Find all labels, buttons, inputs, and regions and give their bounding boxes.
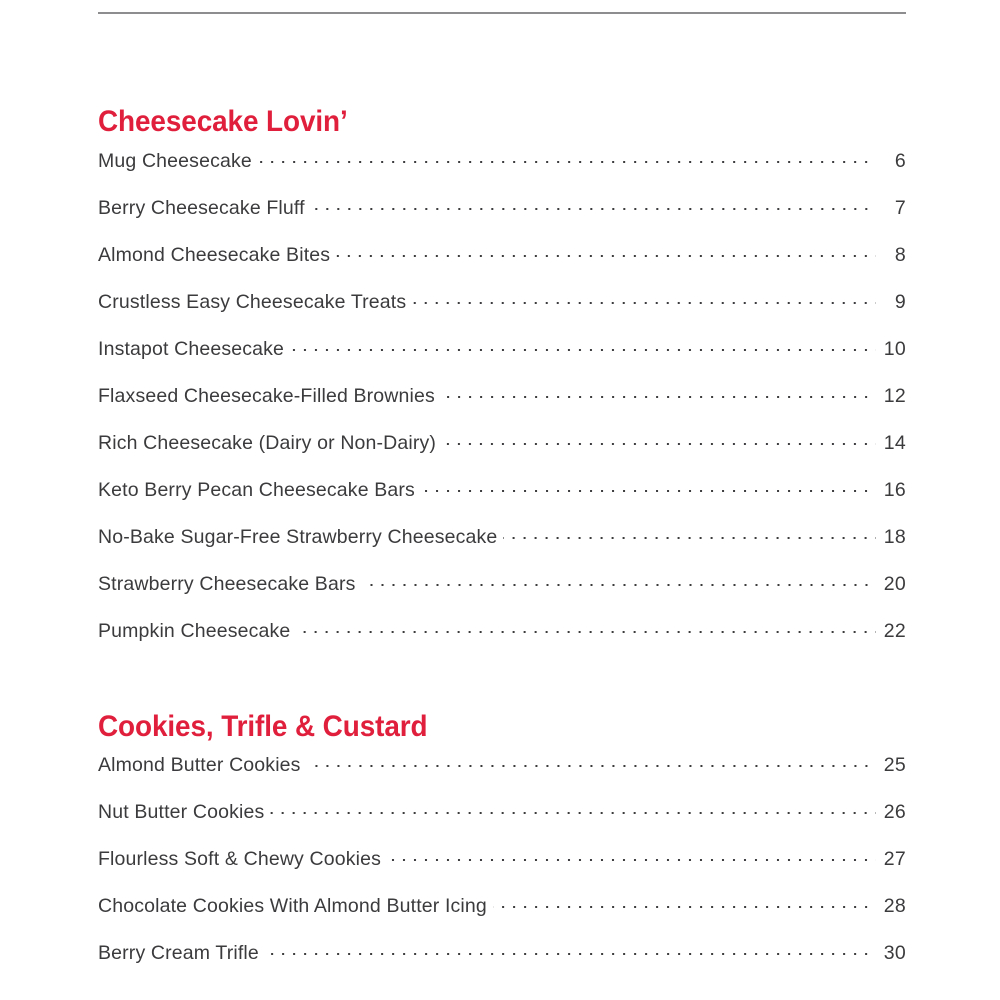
- toc-entry-title: Berry Cheesecake Fluff: [98, 196, 305, 219]
- toc-entry-title: Keto Berry Pecan Cheesecake Bars: [98, 478, 415, 501]
- toc-entry[interactable]: [98, 570, 906, 617]
- dot-leader: [387, 845, 876, 865]
- toc-entry-title: Berry Cream Trifle: [98, 941, 259, 964]
- toc-entry-page: 22: [883, 619, 906, 642]
- toc-entry-title: Crustless Easy Cheesecake Treats: [98, 290, 407, 313]
- dot-leader: [258, 147, 876, 167]
- section-heading-cheesecake-lovin: Cheesecake Lovin’: [98, 104, 348, 138]
- toc-entry-page: 25: [883, 753, 906, 776]
- toc-entry-page: 9: [894, 290, 906, 313]
- toc-entry[interactable]: [98, 751, 906, 798]
- header-divider: [98, 12, 906, 14]
- toc-entry-page: 27: [883, 847, 906, 870]
- toc-entry-title: Strawberry Cheesecake Bars: [98, 572, 356, 595]
- toc-entry-title: Almond Butter Cookies: [98, 753, 301, 776]
- toc-entry-page: 28: [883, 894, 906, 917]
- dot-leader: [270, 798, 876, 818]
- toc-entry[interactable]: [98, 617, 906, 664]
- toc-entry[interactable]: [98, 288, 906, 335]
- dot-leader: [493, 892, 876, 912]
- toc-entry-page: 18: [883, 525, 906, 548]
- toc-entry[interactable]: [98, 429, 906, 476]
- toc-entry[interactable]: [98, 798, 906, 845]
- toc-entry[interactable]: [98, 382, 906, 429]
- section-heading-cookies-trifle-custard: Cookies, Trifle & Custard: [98, 709, 428, 743]
- toc-entry[interactable]: [98, 241, 906, 288]
- toc-entry[interactable]: [98, 523, 906, 570]
- toc-entry-page: 26: [883, 800, 906, 823]
- dot-leader: [336, 241, 876, 261]
- toc-entry-title: No-Bake Sugar-Free Strawberry Cheesecake: [98, 525, 498, 548]
- toc-entry-title: Almond Cheesecake Bites: [98, 243, 331, 266]
- toc-entry-page: 16: [883, 478, 906, 501]
- section-list-cookies-trifle-custard: [98, 751, 906, 986]
- dot-leader: [290, 335, 876, 355]
- dot-leader: [362, 570, 876, 590]
- toc-entry-page: 20: [883, 572, 906, 595]
- toc-entry-page: 10: [883, 337, 906, 360]
- dot-leader: [441, 382, 876, 402]
- toc-entry-title: Chocolate Cookies With Almond Butter Icing: [98, 894, 487, 917]
- toc-entry[interactable]: [98, 194, 906, 241]
- dot-leader: [412, 288, 876, 308]
- dot-leader: [265, 939, 876, 959]
- toc-entry-page: 12: [883, 384, 906, 407]
- toc-entry[interactable]: [98, 476, 906, 523]
- toc-entry-title: Rich Cheesecake (Dairy or Non-Dairy): [98, 431, 437, 454]
- toc-entry-title: Flaxseed Cheesecake-Filled Brownies: [98, 384, 435, 407]
- toc-entry-page: 14: [883, 431, 906, 454]
- toc-entry[interactable]: [98, 939, 906, 986]
- toc-entry-page: 30: [883, 941, 906, 964]
- toc-entry[interactable]: [98, 335, 906, 382]
- toc-entry-title: Flourless Soft & Chewy Cookies: [98, 847, 382, 870]
- section-list-cheesecake-lovin: [98, 147, 906, 664]
- toc-entry[interactable]: [98, 845, 906, 892]
- dot-leader: [296, 617, 876, 637]
- toc-entry-page: 7: [894, 196, 906, 219]
- toc-entry[interactable]: [98, 892, 906, 939]
- dot-leader: [442, 429, 876, 449]
- toc-entry-title: Mug Cheesecake: [98, 149, 252, 172]
- dot-leader: [307, 751, 876, 771]
- toc-entry-page: 6: [894, 149, 906, 172]
- toc-entry-title: Nut Butter Cookies: [98, 800, 265, 823]
- toc-entry-page: 8: [894, 243, 906, 266]
- dot-leader: [503, 523, 876, 543]
- dot-leader: [311, 194, 876, 214]
- toc-entry-title: Instapot Cheesecake: [98, 337, 285, 360]
- dot-leader: [421, 476, 876, 496]
- toc-entry-title: Pumpkin Cheesecake: [98, 619, 291, 642]
- toc-entry[interactable]: [98, 147, 906, 194]
